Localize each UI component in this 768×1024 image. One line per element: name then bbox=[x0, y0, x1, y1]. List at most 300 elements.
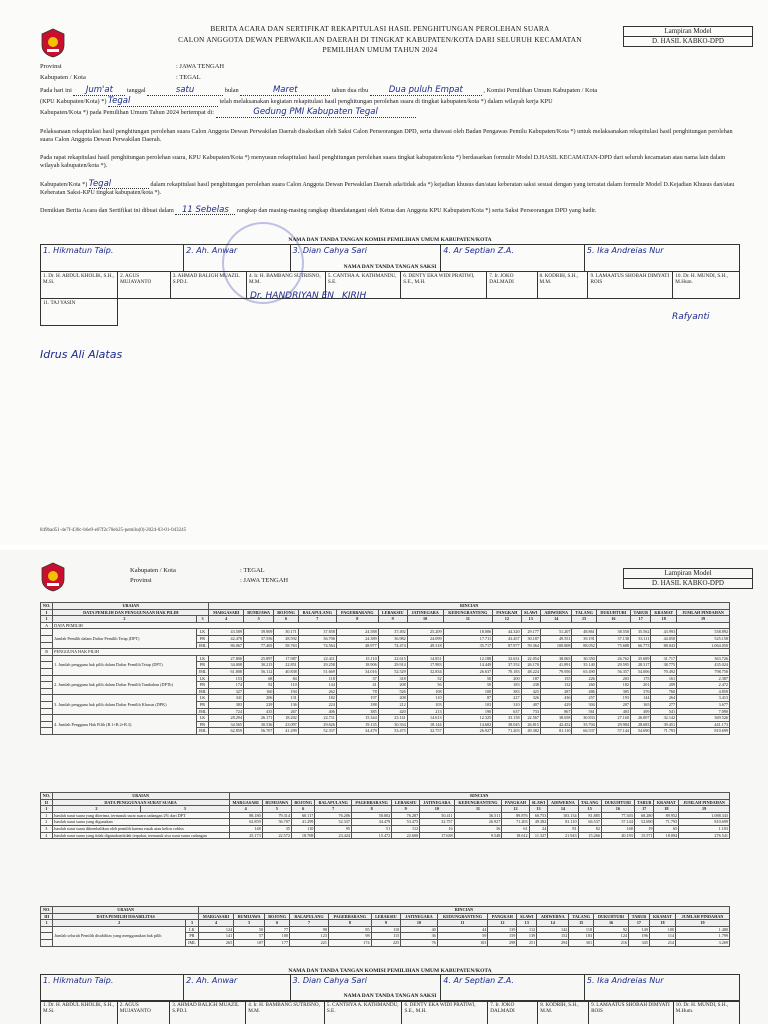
section-row bbox=[41, 622, 730, 629]
saksi-11: 11. TAJ YASIN bbox=[41, 299, 118, 326]
table-value: 81.110 bbox=[540, 728, 572, 735]
section-heading: DATA PEMILIH DAN PENGGUNAAN HAK PILIH bbox=[53, 609, 209, 616]
table-value: 39.909 bbox=[243, 629, 273, 636]
table-value: 25.897 bbox=[243, 655, 273, 662]
column-number-row bbox=[41, 806, 730, 813]
table-value: 35 bbox=[262, 825, 291, 832]
kecamatan-header: TALANG bbox=[569, 913, 594, 920]
table-value: 11.327 bbox=[529, 832, 548, 839]
table-value: 1.799 bbox=[676, 933, 730, 940]
table-value: 81.110 bbox=[548, 819, 578, 826]
row-sub-label: JML bbox=[196, 642, 209, 649]
table-value: 208 bbox=[378, 682, 407, 689]
row-sub-label: PR bbox=[196, 721, 209, 728]
table-value: 59 bbox=[437, 933, 488, 940]
table-value: 62.859 bbox=[209, 728, 244, 735]
table-value: 77 bbox=[265, 926, 290, 933]
intro-line-2: (KPU Kabupaten/Kota) *) Tegal telah melaksanakan kegiatan rekapitulasi hasil penghitungan perolehan suara di tingkat kabupaten/kota *) dalam wilayah kerja KPU bbox=[40, 96, 553, 106]
table-value: 196 bbox=[629, 933, 650, 940]
table-value: 37 bbox=[336, 675, 378, 682]
table-value: 251 bbox=[517, 939, 537, 946]
p2-saksi-5: 5. CANTHYA A. KATHMANDU, S.E. bbox=[324, 1001, 402, 1024]
saksi-9: 9. LAMAATUS SHOBAH DIMYATI ROIS bbox=[588, 272, 673, 299]
saksi-signature-scribble-1: Dr. HANDRIYAN EN bbox=[250, 291, 334, 301]
table-value: 100 bbox=[265, 933, 290, 940]
row-no bbox=[41, 708, 53, 715]
table-value: 38.065 bbox=[540, 655, 572, 662]
table-value: 15.571 bbox=[634, 832, 654, 839]
table-row bbox=[41, 695, 730, 702]
p2-saksi-6: 6. DENTY EKA WIDI PRATIWI, S.E., M.H. bbox=[402, 1001, 488, 1024]
table-value: 81 bbox=[548, 825, 578, 832]
row-sub-label: PR bbox=[196, 701, 209, 708]
p2-saksi-8: 8. KODRIH, S.H., M.M. bbox=[538, 1001, 589, 1024]
table-value: 58.763 bbox=[274, 642, 298, 649]
column-number-row bbox=[41, 616, 730, 623]
table-value: 363.726 bbox=[677, 655, 730, 662]
table-value: 22.711 bbox=[298, 715, 336, 722]
table-value: 32.142 bbox=[651, 715, 677, 722]
table-value: 78 bbox=[336, 688, 378, 695]
table-value: 216 bbox=[594, 939, 629, 946]
column-number: 5 bbox=[262, 806, 291, 813]
table-value: 54.006 bbox=[631, 668, 651, 675]
table-value: 29.626 bbox=[298, 721, 336, 728]
row-no bbox=[41, 688, 53, 695]
row-label: 4. Jumlah Pengguna Hak Pilih (B.1+B.2+B.3) bbox=[53, 715, 196, 735]
row-label: Jumlah surat suara yang diterima, termasuk surat suara cadangan 2% dari DPT bbox=[52, 812, 229, 819]
table-value: 110 bbox=[291, 825, 314, 832]
kecamatan-header: ADIWERNA bbox=[537, 913, 569, 920]
paragraph-2: Pada rapat rekapitulasi hasil penghitungan perolehan suara, KPU Kabupaten/Kota *) menyusun rekapitulasi hasil penghitungan perolehan suara tingkat kabupaten/kota *) berdasarkan formulir Model D.HASIL KECAMATAN-DPD dari seluruh kecamatan atau nama lain dalam wilayah kabupaten/kota *). bbox=[40, 154, 726, 170]
table-value: 385 bbox=[596, 688, 630, 695]
table-value: 57.144 bbox=[596, 728, 630, 735]
table-value: 18.144 bbox=[407, 721, 443, 728]
table-value: 37.552 bbox=[493, 662, 521, 669]
table-value: 260 bbox=[572, 682, 596, 689]
table-value: 43.589 bbox=[209, 629, 244, 636]
rangkap-field: 11 Sebelas bbox=[175, 206, 235, 215]
column-number: 19 bbox=[677, 616, 730, 623]
saksi-5: 5. CANTHA A. KATHMANDU, S.E. bbox=[325, 272, 400, 299]
title-line-3: PEMILIHAN UMUM TAHUN 2024 bbox=[322, 45, 438, 54]
table-value: 207 bbox=[596, 701, 630, 708]
table-value: 187 bbox=[521, 675, 540, 682]
table-value: 66.537 bbox=[572, 728, 596, 735]
column-number: 2 bbox=[53, 920, 185, 927]
p2-provinsi-label: Provinsi bbox=[130, 577, 152, 584]
table-value: 26.007 bbox=[631, 715, 651, 722]
table-value: 441.173 bbox=[677, 721, 730, 728]
header-uraian: URAIAN bbox=[53, 907, 199, 914]
table-value: 84 bbox=[274, 675, 298, 682]
column-number: 14 bbox=[540, 616, 572, 623]
table-value: 26.762 bbox=[596, 655, 630, 662]
table-value: 486 bbox=[572, 688, 596, 695]
row-sub-label: JML bbox=[185, 939, 198, 946]
table-value: 114 bbox=[649, 933, 675, 940]
table-value: 221 bbox=[290, 939, 329, 946]
kecamatan-header: DUKUHTURI bbox=[601, 799, 634, 806]
table-value: 89.952 bbox=[654, 812, 679, 819]
table-value: 525.158 bbox=[677, 635, 730, 642]
header-rincian: RINCIAN bbox=[209, 603, 730, 610]
lampiran-label: Lampiran Model bbox=[664, 27, 712, 35]
row-label: Jumlah surat suara yang tidak digunakan/tidak terpakai, termasuk sisa surat suara cadangan bbox=[52, 832, 229, 839]
table-value: 526 bbox=[378, 688, 407, 695]
saksi-6: 6. DENTY EKA WIDI PRATIWI, S.E., M.H. bbox=[401, 272, 487, 299]
tahun-field: Dua puluh Empat bbox=[370, 86, 482, 96]
table-header-row bbox=[41, 609, 730, 616]
table-value: 44.320 bbox=[493, 629, 521, 636]
column-number: 7 bbox=[298, 616, 336, 623]
table-value: 15.266 bbox=[578, 832, 601, 839]
table-value: 14.851 bbox=[407, 655, 443, 662]
table-value: 1.103 bbox=[679, 825, 730, 832]
section-letter: A bbox=[41, 622, 53, 629]
table-value: 301 bbox=[569, 939, 594, 946]
section-number: II bbox=[41, 799, 53, 806]
table-value: 44.050 bbox=[651, 635, 677, 642]
row-label: Jumlah Pemilih dalam Daftar Pemilih Tetap (DPT) bbox=[53, 629, 196, 649]
table-value: 724 bbox=[209, 708, 244, 715]
row-no bbox=[41, 721, 53, 728]
table-value: 32.631 bbox=[493, 655, 521, 662]
table-pemilih-disabilitas bbox=[40, 906, 730, 947]
table-value: 435 bbox=[243, 708, 273, 715]
table-value: 214 bbox=[649, 939, 675, 946]
table-header-row bbox=[41, 603, 730, 610]
table-value: 30.171 bbox=[274, 629, 298, 636]
p2-lampiran-model: D. HASIL KABKO-DPD bbox=[624, 578, 752, 588]
table-value: 75.688 bbox=[596, 642, 630, 649]
table-value: 76.206 bbox=[315, 812, 352, 819]
table-value: 18.612 bbox=[502, 832, 529, 839]
kecamatan-header: PANGKAH bbox=[493, 609, 521, 616]
kecamatan-header: DUKUHTURI bbox=[594, 913, 629, 920]
saksi-7: 7. Ir. JOKO DALMADI bbox=[487, 272, 537, 299]
table-value: 17.711 bbox=[443, 635, 493, 642]
table-value: 19 bbox=[634, 825, 654, 832]
row-no bbox=[41, 933, 53, 940]
p2-kpu-signer-5: 5. Ika Andreias Nur bbox=[584, 975, 739, 1002]
table-value: 262 bbox=[298, 688, 336, 695]
table-value: 29.984 bbox=[596, 721, 630, 728]
kecamatan-header: JUMLAH PINDAHAN bbox=[676, 913, 730, 920]
table-value: 26.637 bbox=[443, 668, 493, 675]
column-number: 17 bbox=[631, 616, 651, 623]
table-value: 26.170 bbox=[521, 662, 540, 669]
column-number: 17 bbox=[634, 806, 654, 813]
table-value: 225 bbox=[371, 939, 401, 946]
table-value: 51.669 bbox=[298, 668, 336, 675]
table-value: 867 bbox=[540, 708, 572, 715]
column-number: 13 bbox=[521, 616, 540, 623]
table-value: 182 bbox=[298, 695, 336, 702]
kecamatan-header: KEDUNGBANTENG bbox=[454, 799, 502, 806]
table-value: 87 bbox=[443, 695, 493, 702]
column-number: 12 bbox=[502, 806, 529, 813]
table-value: 110 bbox=[371, 926, 401, 933]
table-value: 60.117 bbox=[291, 812, 314, 819]
table-value: 82 bbox=[578, 825, 601, 832]
column-number: 4 bbox=[209, 616, 244, 623]
table-value: 264 bbox=[651, 695, 677, 702]
row-no bbox=[41, 701, 53, 708]
row-sub-label: PR bbox=[185, 933, 198, 940]
table-value: 136 bbox=[274, 701, 298, 708]
kecamatan-header: BALAPULANG bbox=[315, 799, 352, 806]
table-value: 160 bbox=[243, 688, 273, 695]
table-value: 56.112 bbox=[243, 668, 273, 675]
lampiran-box bbox=[623, 26, 753, 47]
table-value: 68 bbox=[243, 675, 273, 682]
table-value: 175 bbox=[631, 675, 651, 682]
p2-saksi-4: 4. Ir. H. BAMBANG SUTRISNO, M.M. bbox=[246, 1001, 325, 1024]
table-value: 49.551 bbox=[540, 635, 572, 642]
table-value: 40.838 bbox=[274, 668, 298, 675]
kecamatan-header: KRAMAT bbox=[654, 799, 679, 806]
table-value: 541 bbox=[651, 708, 677, 715]
p2-saksi-9: 9. LAMAATUS SHOBAH DIMYATI ROIS bbox=[589, 1001, 674, 1024]
provinsi-value: : JAWA TENGAH bbox=[176, 63, 225, 70]
table-value: 50 bbox=[443, 675, 493, 682]
table-value: 35.562 bbox=[631, 629, 651, 636]
table-value: 36 bbox=[454, 825, 502, 832]
table-value: 100 bbox=[649, 926, 675, 933]
kecamatan-header: JATINEGARA bbox=[401, 913, 438, 920]
document-id: 849bad51-4e7f-430c-b6e9-e07f2c70eb25-pemilu(0)-2024-03-01-043245 bbox=[40, 528, 187, 533]
table-value: 183 bbox=[569, 933, 594, 940]
table-value: 118 bbox=[298, 675, 336, 682]
column-number: 18 bbox=[649, 920, 675, 927]
row-no bbox=[41, 682, 53, 689]
table-header-row bbox=[41, 907, 730, 914]
table-value: 66.773 bbox=[631, 642, 651, 649]
row-sub-label: JML bbox=[196, 688, 209, 695]
table-value: 3.269 bbox=[676, 939, 730, 946]
section-number: III bbox=[41, 913, 53, 920]
row-sub-label: JML bbox=[196, 668, 209, 675]
kecamatan-header: BUMIJAWA bbox=[234, 913, 265, 920]
table-value: 25.689 bbox=[631, 655, 651, 662]
kpu-signature-table bbox=[40, 244, 740, 272]
kecamatan-header: MARGASARI bbox=[209, 609, 244, 616]
table-value: 28.683 bbox=[631, 721, 651, 728]
row-no: 4 bbox=[41, 832, 53, 839]
column-number: 10 bbox=[401, 920, 438, 927]
table-value: 177 bbox=[265, 939, 290, 946]
para3-kabupaten-field: Tegal bbox=[89, 180, 149, 189]
table-value: 345 bbox=[629, 939, 650, 946]
table-value: 637 bbox=[493, 708, 521, 715]
table-value: 165 bbox=[631, 701, 651, 708]
table-value: 287 bbox=[540, 688, 572, 695]
kecamatan-header: LEBAKSIU bbox=[378, 609, 407, 616]
table-value: 1.480 bbox=[676, 926, 730, 933]
table-value: 18.202 bbox=[274, 715, 298, 722]
table-header-row bbox=[41, 799, 730, 806]
table-value: 112 bbox=[392, 825, 420, 832]
row-sub-label: LK bbox=[196, 655, 209, 662]
column-number: 4 bbox=[229, 806, 262, 813]
column-number: 15 bbox=[578, 806, 601, 813]
table-value: 51.207 bbox=[540, 629, 572, 636]
table-value: 42.452 bbox=[540, 721, 572, 728]
table-value: 22.851 bbox=[274, 662, 298, 669]
table-value: 37.138 bbox=[596, 635, 630, 642]
column-number: 1 bbox=[41, 920, 53, 927]
table-value: 92 bbox=[594, 926, 629, 933]
kecamatan-header: BOJONG bbox=[291, 799, 314, 806]
table-value: 35.717 bbox=[443, 642, 493, 649]
table-value: 38.775 bbox=[651, 662, 677, 669]
column-number: 2 bbox=[52, 806, 140, 813]
table-value: 30.334 bbox=[378, 721, 407, 728]
table-value: 49.382 bbox=[521, 728, 540, 735]
saksi-1: 1. Dr. H. ABDUL KHOLIK, S.H., M.Si. bbox=[41, 272, 118, 299]
p2-saksi-1: 1. Dr. H. ABDUL KHOLIK, S.H., M.Si. bbox=[41, 1001, 118, 1024]
kpu-signer-2: 2. Ah. Anwar bbox=[184, 245, 291, 272]
saksi-10: 10. Dr. H. MUNDI, S.H., M.Hum. bbox=[673, 272, 740, 299]
table-row bbox=[41, 812, 730, 819]
table-value: 209 bbox=[651, 682, 677, 689]
column-number-row bbox=[41, 920, 730, 927]
table-value: 810.699 bbox=[679, 819, 730, 826]
column-number: 10 bbox=[420, 806, 454, 813]
column-number: 12 bbox=[488, 920, 517, 927]
table-value: 22.411 bbox=[298, 655, 336, 662]
table-value: 77.465 bbox=[243, 642, 273, 649]
table-value: 383 bbox=[209, 701, 244, 708]
kecamatan-header: PAGERBARANG bbox=[352, 799, 392, 806]
row-no: 3 bbox=[41, 825, 53, 832]
kecamatan-header: SLAWI bbox=[521, 609, 540, 616]
intro-line-3: Kabupaten/Kota *) pada Pemilihan Umum Tahun 2024 bertempat di: Gedung PMI Kabupaten Tegal bbox=[40, 108, 740, 118]
table-value: 16 bbox=[420, 825, 454, 832]
table-value: 37.556 bbox=[243, 635, 273, 642]
kecamatan-header: TALANG bbox=[578, 799, 601, 806]
header-rincian: RINCIAN bbox=[198, 907, 729, 914]
kecamatan-header: BUMIJAWA bbox=[243, 609, 273, 616]
kecamatan-header: PAGERBARANG bbox=[328, 913, 371, 920]
kecamatan-header: ADIWERNA bbox=[540, 609, 572, 616]
table-value: 43.993 bbox=[651, 629, 677, 636]
kecamatan-header: BUMIJAWA bbox=[262, 799, 291, 806]
table-value: 30.536 bbox=[243, 721, 273, 728]
row-sub-label: JML bbox=[196, 728, 209, 735]
table-value: 79.956 bbox=[540, 668, 572, 675]
p2-saksi-3: 3. AHMAD BALIGH MUAZIL S.PD.I. bbox=[170, 1001, 246, 1024]
table-value: 59.364 bbox=[521, 642, 540, 649]
table-value: 29.595 bbox=[596, 662, 630, 669]
kecamatan-header: BALAPULANG bbox=[298, 609, 336, 616]
column-number: 6 bbox=[291, 806, 314, 813]
column-number: 12 bbox=[493, 616, 521, 623]
table-header-row bbox=[41, 913, 730, 920]
column-number: 2 bbox=[53, 616, 196, 623]
table-value: 383 bbox=[493, 688, 521, 695]
kpu-signer-1: 1. Hikmatun Taip. bbox=[41, 245, 184, 272]
table-value: 34.008 bbox=[209, 662, 244, 669]
table-value: 54.690 bbox=[631, 728, 651, 735]
table-value: 200 bbox=[493, 675, 521, 682]
table-value: 31.717 bbox=[651, 655, 677, 662]
table-value: 39.191 bbox=[572, 635, 596, 642]
table-value: 798.750 bbox=[677, 668, 730, 675]
table-value: 33.111 bbox=[631, 635, 651, 642]
table-value: 24.099 bbox=[407, 635, 443, 642]
column-number: 15 bbox=[569, 920, 594, 927]
table-value: 326 bbox=[521, 695, 540, 702]
table-value: 29.914 bbox=[378, 662, 407, 669]
p2-saksi-2: 2. AGUS MUJAYANTO bbox=[117, 1001, 170, 1024]
column-number: 17 bbox=[629, 920, 650, 927]
table-value: 76 bbox=[401, 939, 438, 946]
table-value: 142 bbox=[537, 926, 569, 933]
table-value: 118 bbox=[569, 926, 594, 933]
table-value: 194 bbox=[274, 688, 298, 695]
table-value: 35.140 bbox=[572, 662, 596, 669]
row-no bbox=[41, 655, 53, 662]
table-value: 193 bbox=[596, 695, 630, 702]
row-sub-label: PR bbox=[196, 662, 209, 669]
saksi-signature-table bbox=[40, 271, 740, 326]
kecamatan-header: MARGASARI bbox=[198, 913, 233, 920]
table-value: 68.280 bbox=[634, 812, 654, 819]
table-surat-suara bbox=[40, 792, 730, 839]
table-value: 79.314 bbox=[262, 812, 291, 819]
table-value: 26.927 bbox=[454, 819, 502, 826]
table-value: 407 bbox=[521, 701, 540, 708]
p2-saksi-7: 7. Ir. JOKO DALMADI bbox=[488, 1001, 538, 1024]
table-value: 44 bbox=[437, 926, 488, 933]
column-number: 15 bbox=[572, 616, 596, 623]
column-number: 6 bbox=[274, 616, 298, 623]
table-value: 74.564 bbox=[298, 642, 336, 649]
table-value: 810.699 bbox=[677, 728, 730, 735]
p2-saksi-signature-table bbox=[40, 1000, 740, 1024]
kpu-signer-3: 3. Dian Cahya Sari bbox=[290, 245, 441, 272]
table-value: 2.472 bbox=[677, 682, 730, 689]
p2-kpu-signer-2: 2. Ah. Anwar bbox=[184, 975, 291, 1002]
column-number: 11 bbox=[443, 616, 493, 623]
kecamatan-header: JUMLAH PINDAHAN bbox=[679, 799, 730, 806]
table-value: 48.861 bbox=[572, 629, 596, 636]
paragraph-3: Kabupaten/Kota *) Tegal dalam rekapitulasi hasil penghitungan perolehan suara Calon Anggota Dewan Perwakilan Daerah ada/tidak ada *) kejadian khusus dan/atau keberatan saksi sesuai dengan yang tercatat dalam formulir Model D.Kejadian Khusus dan/atau Keberatan Saksi-KPU tingkat kabupaten/kota *). bbox=[40, 179, 735, 197]
table-value: 41.299 bbox=[291, 819, 314, 826]
table-value: 32.757 bbox=[407, 728, 443, 735]
row-no: 2 bbox=[41, 819, 53, 826]
table-value: 50.002 bbox=[352, 812, 392, 819]
table-value: 35.704 bbox=[572, 721, 596, 728]
table-value: 28.592 bbox=[274, 635, 298, 642]
table-value: 203 bbox=[596, 675, 630, 682]
table-value: 87.977 bbox=[493, 642, 521, 649]
table-row bbox=[41, 819, 730, 826]
kabupaten-field: Tegal bbox=[108, 97, 218, 107]
table-value: 18.094 bbox=[654, 832, 679, 839]
tanggal-field: satu bbox=[147, 86, 223, 96]
table-value: 71.793 bbox=[654, 819, 679, 826]
column-number: 11 bbox=[454, 806, 502, 813]
row-label: Jumlah surat suara dikembalikan oleh pemilih karena rusak atau keliru coblos bbox=[52, 825, 229, 832]
table-value: 52 bbox=[407, 675, 443, 682]
table-value: 14.602 bbox=[443, 721, 493, 728]
table-value: 4.859 bbox=[677, 688, 730, 695]
table-value: 206 bbox=[243, 695, 273, 702]
table-value: 3.413 bbox=[677, 695, 730, 702]
